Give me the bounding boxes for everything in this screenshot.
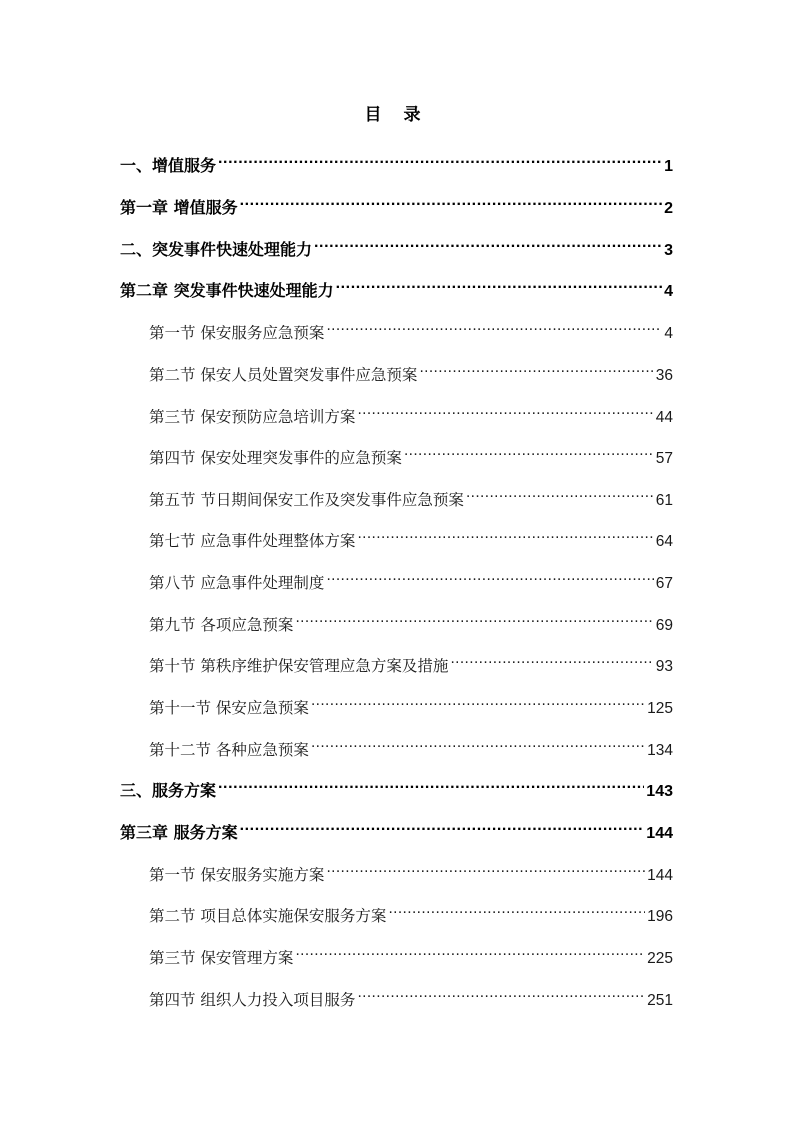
toc-entry-page: 251 <box>647 992 673 1009</box>
toc-entry-label: 第八节 应急事件处理制度 <box>149 574 325 592</box>
toc-entry-page: 225 <box>647 950 673 967</box>
dot-leader <box>314 231 662 255</box>
dot-leader <box>419 356 653 380</box>
toc-entry-section[interactable] <box>149 981 673 1009</box>
toc-entry-label: 第一节 保安服务实施方案 <box>149 866 325 884</box>
dot-leader <box>357 398 653 422</box>
toc-entry-label: 第二节 项目总体实施保安服务方案 <box>149 907 387 925</box>
dot-leader <box>326 856 645 880</box>
toc-entry-label: 第十一节 保安应急预案 <box>149 699 309 717</box>
toc-entry-part-2[interactable] <box>120 231 673 259</box>
toc-entry-section[interactable] <box>149 731 673 759</box>
dot-leader <box>326 314 662 338</box>
toc-entry-label: 第三章 服务方案 <box>120 823 238 842</box>
toc-entry-section[interactable] <box>149 564 673 592</box>
toc-entry-page: 144 <box>647 867 673 884</box>
dot-leader <box>218 147 662 171</box>
toc-entry-label: 第一章 增值服务 <box>120 198 238 217</box>
toc-entry-page: 4 <box>664 325 673 342</box>
toc-entry-label: 第二章 突发事件快速处理能力 <box>120 281 334 300</box>
toc-entry-label: 第十二节 各种应急预案 <box>149 741 309 759</box>
dot-leader <box>311 731 645 755</box>
dot-leader <box>311 689 645 713</box>
toc-entry-page: 1 <box>664 158 673 175</box>
toc-entry-section[interactable] <box>149 856 673 884</box>
dot-leader <box>240 814 645 838</box>
dot-leader <box>357 522 653 546</box>
toc-title: 目 录 <box>364 105 429 125</box>
toc-entry-page: 4 <box>664 283 673 300</box>
dot-leader <box>326 564 653 588</box>
toc-entry-section[interactable] <box>149 897 673 925</box>
toc-entry-page: 36 <box>655 367 673 384</box>
toc-entry-chapter-3[interactable] <box>120 814 673 842</box>
toc-entry-part-3[interactable] <box>120 772 673 800</box>
toc-entry-label: 三、服务方案 <box>120 781 217 800</box>
toc-entry-page: 57 <box>655 450 673 467</box>
toc-entry-chapter-2[interactable] <box>120 272 673 300</box>
dot-leader <box>295 606 653 630</box>
toc-entry-label: 第四节 组织人力投入项目服务 <box>149 991 356 1009</box>
toc-entry-page: 61 <box>655 492 673 509</box>
toc-entry-section[interactable] <box>149 314 673 342</box>
toc-entry-page: 134 <box>647 742 673 759</box>
toc-entry-section[interactable] <box>149 647 673 675</box>
dot-leader <box>336 272 663 296</box>
dot-leader <box>218 772 644 796</box>
toc-entry-label: 第一节 保安服务应急预案 <box>149 324 325 342</box>
dot-leader <box>388 897 645 921</box>
toc-entry-label: 二、突发事件快速处理能力 <box>120 240 313 259</box>
toc-entry-page: 69 <box>655 617 673 634</box>
toc-entry-label: 第十节 第秩序维护保安管理应急方案及措施 <box>149 657 449 675</box>
toc-entry-page: 93 <box>655 658 673 675</box>
toc-entry-label: 第九节 各项应急预案 <box>149 616 294 634</box>
toc-entry-label: 第二节 保安人员处置突发事件应急预案 <box>149 366 418 384</box>
toc-entry-page: 64 <box>655 533 673 550</box>
toc-entry-section[interactable] <box>149 522 673 550</box>
toc-entry-section[interactable] <box>149 398 673 426</box>
toc-entry-label: 第四节 保安处理突发事件的应急预案 <box>149 449 402 467</box>
dot-leader <box>295 939 645 963</box>
dot-leader <box>404 439 654 463</box>
toc-entry-part-1[interactable] <box>120 147 673 175</box>
dot-leader <box>240 189 663 213</box>
toc-entry-page: 67 <box>655 575 673 592</box>
toc-entry-page: 2 <box>664 200 673 217</box>
toc-entry-page: 143 <box>646 783 673 800</box>
toc-entry-section[interactable] <box>149 689 673 717</box>
dot-leader <box>450 647 653 671</box>
toc-entry-label: 第三节 保安管理方案 <box>149 949 294 967</box>
toc-entry-label: 第七节 应急事件处理整体方案 <box>149 532 356 550</box>
toc-entry-label: 第三节 保安预防应急培训方案 <box>149 408 356 426</box>
toc-entry-page: 196 <box>647 908 673 925</box>
toc-entry-page: 3 <box>664 242 673 259</box>
toc-entry-section[interactable] <box>149 356 673 384</box>
toc-entry-section[interactable] <box>149 481 673 509</box>
dot-leader <box>466 481 654 505</box>
toc-entry-page: 125 <box>647 700 673 717</box>
toc-entry-section[interactable] <box>149 439 673 467</box>
dot-leader <box>357 981 645 1005</box>
toc-entry-section[interactable] <box>149 939 673 967</box>
toc-entry-label: 一、增值服务 <box>120 156 217 175</box>
toc-entry-page: 44 <box>655 409 673 426</box>
toc-entry-page: 144 <box>646 825 673 842</box>
toc-entry-chapter-1[interactable] <box>120 189 673 217</box>
toc-entry-section[interactable] <box>149 606 673 634</box>
toc-entry-label: 第五节 节日期间保安工作及突发事件应急预案 <box>149 491 464 509</box>
